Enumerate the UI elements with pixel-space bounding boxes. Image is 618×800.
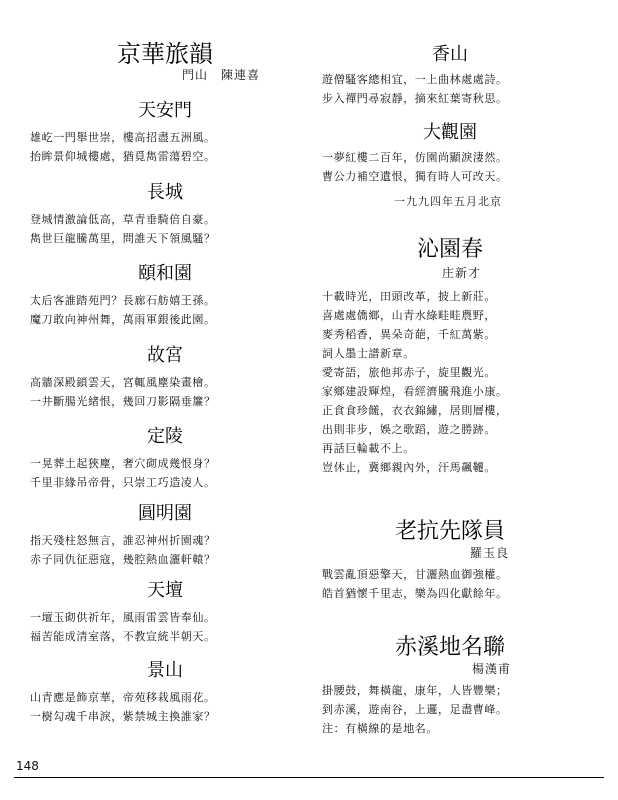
poem-line: 正食食珍饈，衣衣錦繡，居則層樓， [322,404,508,417]
poem-jingshan [30,656,300,726]
poem-line: 太后客誰踏苑門？長廊石舫嬉王孫。 [30,294,216,307]
collection-byline: 門山 陳連喜 [182,68,261,82]
poem-line: 豈休止，冀鄉親內外，汗馬飆韆。 [322,461,496,474]
poem-line: 一夢紅樓二百年，仿園尚顯淚淒然。 [322,151,508,164]
poem-line: 抬眸景仰城樓處，猶覓雋雷蕩碧空。 [30,150,216,163]
poem-title: 天安門 [138,100,192,121]
poem-title: 香山 [432,44,468,65]
poem-title: 沁園春 [416,237,483,262]
footer-rule [14,777,604,778]
poem-title: 老抗先隊員 [394,519,505,544]
poem-title: 天壇 [147,580,183,601]
poem-chixi [322,630,578,738]
poem-author: 庄新才 [442,266,482,280]
poem-date: 一九九四年五月北京 [394,195,502,208]
poem-yiheyuan [30,259,300,329]
poem-title: 赤溪地名聯 [394,635,505,660]
poem-title: 頤和園 [138,263,192,284]
poem-line: 喜處處僑鄉，山青水綠畦畦農野， [322,309,496,322]
poem-line: 出則非步，娛之歌蹈，遊之勝跡。 [322,423,496,436]
poem-line: 掛腰鼓，舞橫龍，康年，人皆豐樂； [322,684,508,697]
poem-line: 雄屹一門舉世崇，樓高招盡五洲風。 [30,131,216,144]
poem-line: 登城情激論低高，草青垂騎倍自豪。 [30,213,216,226]
poem-line: 曹公力補空遺恨，獨有時人可改天。 [322,170,508,183]
poem-title: 長城 [147,182,183,203]
poem-line: 福苦能成清室落，不教宣統半朝天。 [30,630,216,643]
poem-title: 圓明園 [138,503,192,524]
poem-dingling [30,422,300,492]
poem-line: 一井斷腸光緒恨，幾回刀影隔垂簾？ [30,395,216,408]
poem-changcheng [30,178,300,248]
poem-line: 山青應是飾京華，帝苑移栽風雨花。 [30,691,216,704]
poem-line: 家鄉建設輝煌，看經濟騰飛進小康。 [322,385,508,398]
poem-line: 一樹勾魂千串淚，紫禁城主換誰家？ [30,710,216,723]
poem-line: 步入禪門尋寂靜，摘來紅葉寄秋思。 [322,92,508,105]
poem-line: 高牆深殿鎖雲天，宮輒風塵染畫檜。 [30,376,216,389]
poem-line: 魔刀敢向神州舞，萬雨軍銀後此園。 [30,313,216,326]
poem-xiangshan [322,40,578,108]
poem-title: 大觀園 [423,122,477,143]
poem-line: 一壇玉砌供祈年，風雨雷雲皆奉仙。 [30,611,216,624]
poem-tiananmen [30,96,300,166]
poem-laokang [322,514,578,603]
poem-line: 十載時光，田頭改革，披上新莊。 [322,290,496,303]
poem-line: 千里非緣吊帝骨，只崇工巧造凌人。 [30,476,216,489]
poem-line: 赤子同仇征惡寇，幾腔熱血灑軒轅？ [30,553,216,566]
poem-title: 故宮 [147,345,183,366]
poem-line: 詞人墨士譜新章。 [322,347,415,360]
poem-tiantan [30,576,300,646]
poem-line: 皓首猶懷千里志，樂為四化獻餘年。 [322,587,508,600]
poem-title: 定陵 [147,426,183,447]
poem-line: 一晃葬土起狹塵，奢穴砌成幾恨身？ [30,457,216,470]
poem-line: 指天殘柱怒無言，誰忍神州折園魂？ [30,534,216,547]
collection-heading: 京華旅韻 [117,40,213,68]
poem-line: 遊僧騷客總相宜，一上曲林處處詩。 [322,73,508,86]
poem-line: 戰雲亂頂惡擎天，甘灑熱血御強權。 [322,568,508,581]
poem-yuanmingyuan [30,499,300,569]
poem-line: 雋世巨龍騰萬里，問誰天下領風騷？ [30,232,216,245]
poem-author: 楊漢甫 [472,662,512,676]
poem-line: 麥秀稻香，異朵奇葩，千紅萬紫。 [322,328,496,341]
poem-line: 再話巨輪載不上。 [322,442,415,455]
poem-gugong [30,341,300,411]
poem-line: 愛寄語，旅他邦赤子，旋里觀光。 [322,366,496,379]
poem-note: 注：有橫線的是地名。 [322,722,438,735]
poem-qinyuanchun [322,232,578,477]
poem-title: 景山 [147,660,183,681]
poem-line: 到赤溪，遊南谷，上邏，足盡曹峰。 [322,703,508,716]
poem-author: 羅玉良 [470,546,510,560]
page-number: 148 [16,759,39,773]
poem-daguanyuan [322,118,578,186]
